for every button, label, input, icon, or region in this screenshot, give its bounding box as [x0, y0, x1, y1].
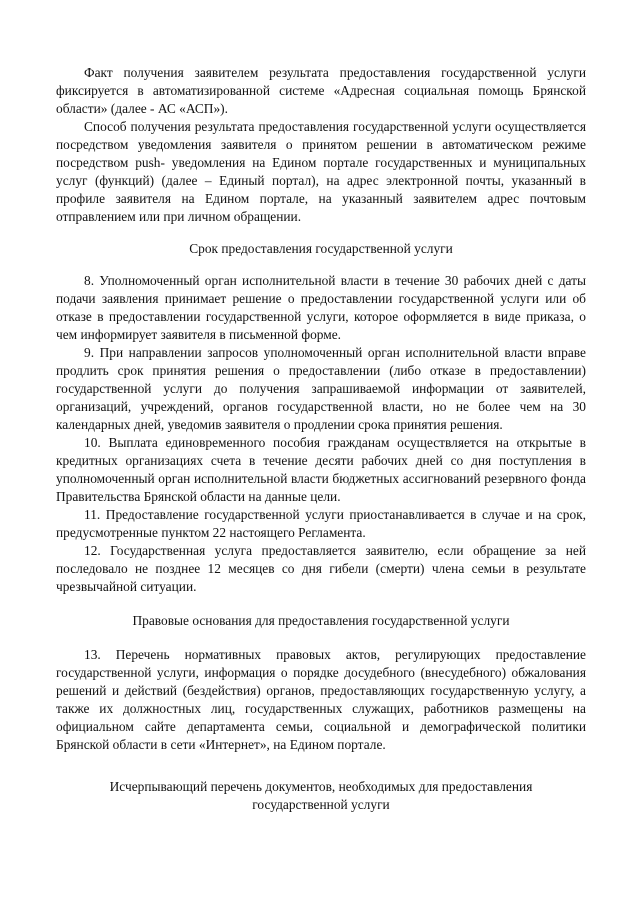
paragraph-8: 8. Уполномоченный орган исполнительной власти в течение 30 рабочих дней с даты подачи заявления принимает решение о предоставлении государственной услуги или об отказе в предоставлении государственной услуги, которое оформляется в виде приказа, о чем информирует заявителя в письменной форме. — [56, 273, 586, 342]
section-heading-documents: Исчерпывающий перечень документов, необходимых для предоставления государственной услуги — [109, 779, 533, 812]
paragraph-11: 11. Предоставление государственной услуги приостанавливается в случае и на срок, предусмотренные пунктом 22 настоящего Регламента. — [56, 507, 586, 540]
section-heading-term: Срок предоставления государственной услуги — [189, 241, 453, 256]
paragraph-9: 9. При направлении запросов уполномоченный орган исполнительной власти вправе продлить срок принятия решения о предоставлении (либо отказе в предоставлении) государственной услуги до получения запрашиваемой информации от заявителей, организаций, учреждений, органов государственной власти, но не более чем на 30 календарных дней, уведомив заявителя о продлении срока принятия решения. — [56, 345, 586, 432]
paragraph-result-method: Способ получения результата предоставления государственной услуги осуществляется посредством уведомления заявителя о принятом решении в автоматическом режиме посредством push- уведомления на Едином портале государственных и муниципальных услуг (функций) (далее – Единый портал), на адрес электронной почты, указанный в профиле заявителя на Едином портале, на указанный заявителем адрес почтовым отправлением или при личном обращении. — [56, 119, 586, 224]
paragraph-10: 10. Выплата единовременного пособия гражданам осуществляется на открытые в кредитных организациях счета в течение десяти рабочих дней со дня поступления в уполномоченный орган исполнительной власти бюджетных ассигнований резервного фонда Правительства Брянской области на данные цели. — [56, 435, 586, 504]
section-heading-legal: Правовые основания для предоставления государственной услуги — [132, 613, 510, 628]
paragraph-13: 13. Перечень нормативных правовых актов, регулирующих предоставление государственной услуги, информация о порядке досудебного (внесудебного) обжалования решений и действий (бездействия) органов, предоставляющих государственную услугу, а также их должностных лиц, государственных служащих, работников размещены на официальном сайте департамента семьи, социальной и демографической политики Брянской области в сети «Интернет», на Едином портале. — [56, 647, 586, 752]
paragraph-result-fixation: Факт получения заявителем результата предоставления государственной услуги фиксируется в автоматизированной системе «Адресная социальная помощь Брянской области» (далее - АС «АСП»). — [56, 65, 586, 116]
paragraph-12: 12. Государственная услуга предоставляется заявителю, если обращение за ней последовало не позднее 12 месяцев со дня гибели (смерти) члена семьи в результате чрезвычайной ситуации. — [56, 543, 586, 594]
document-page — [56, 64, 586, 814]
